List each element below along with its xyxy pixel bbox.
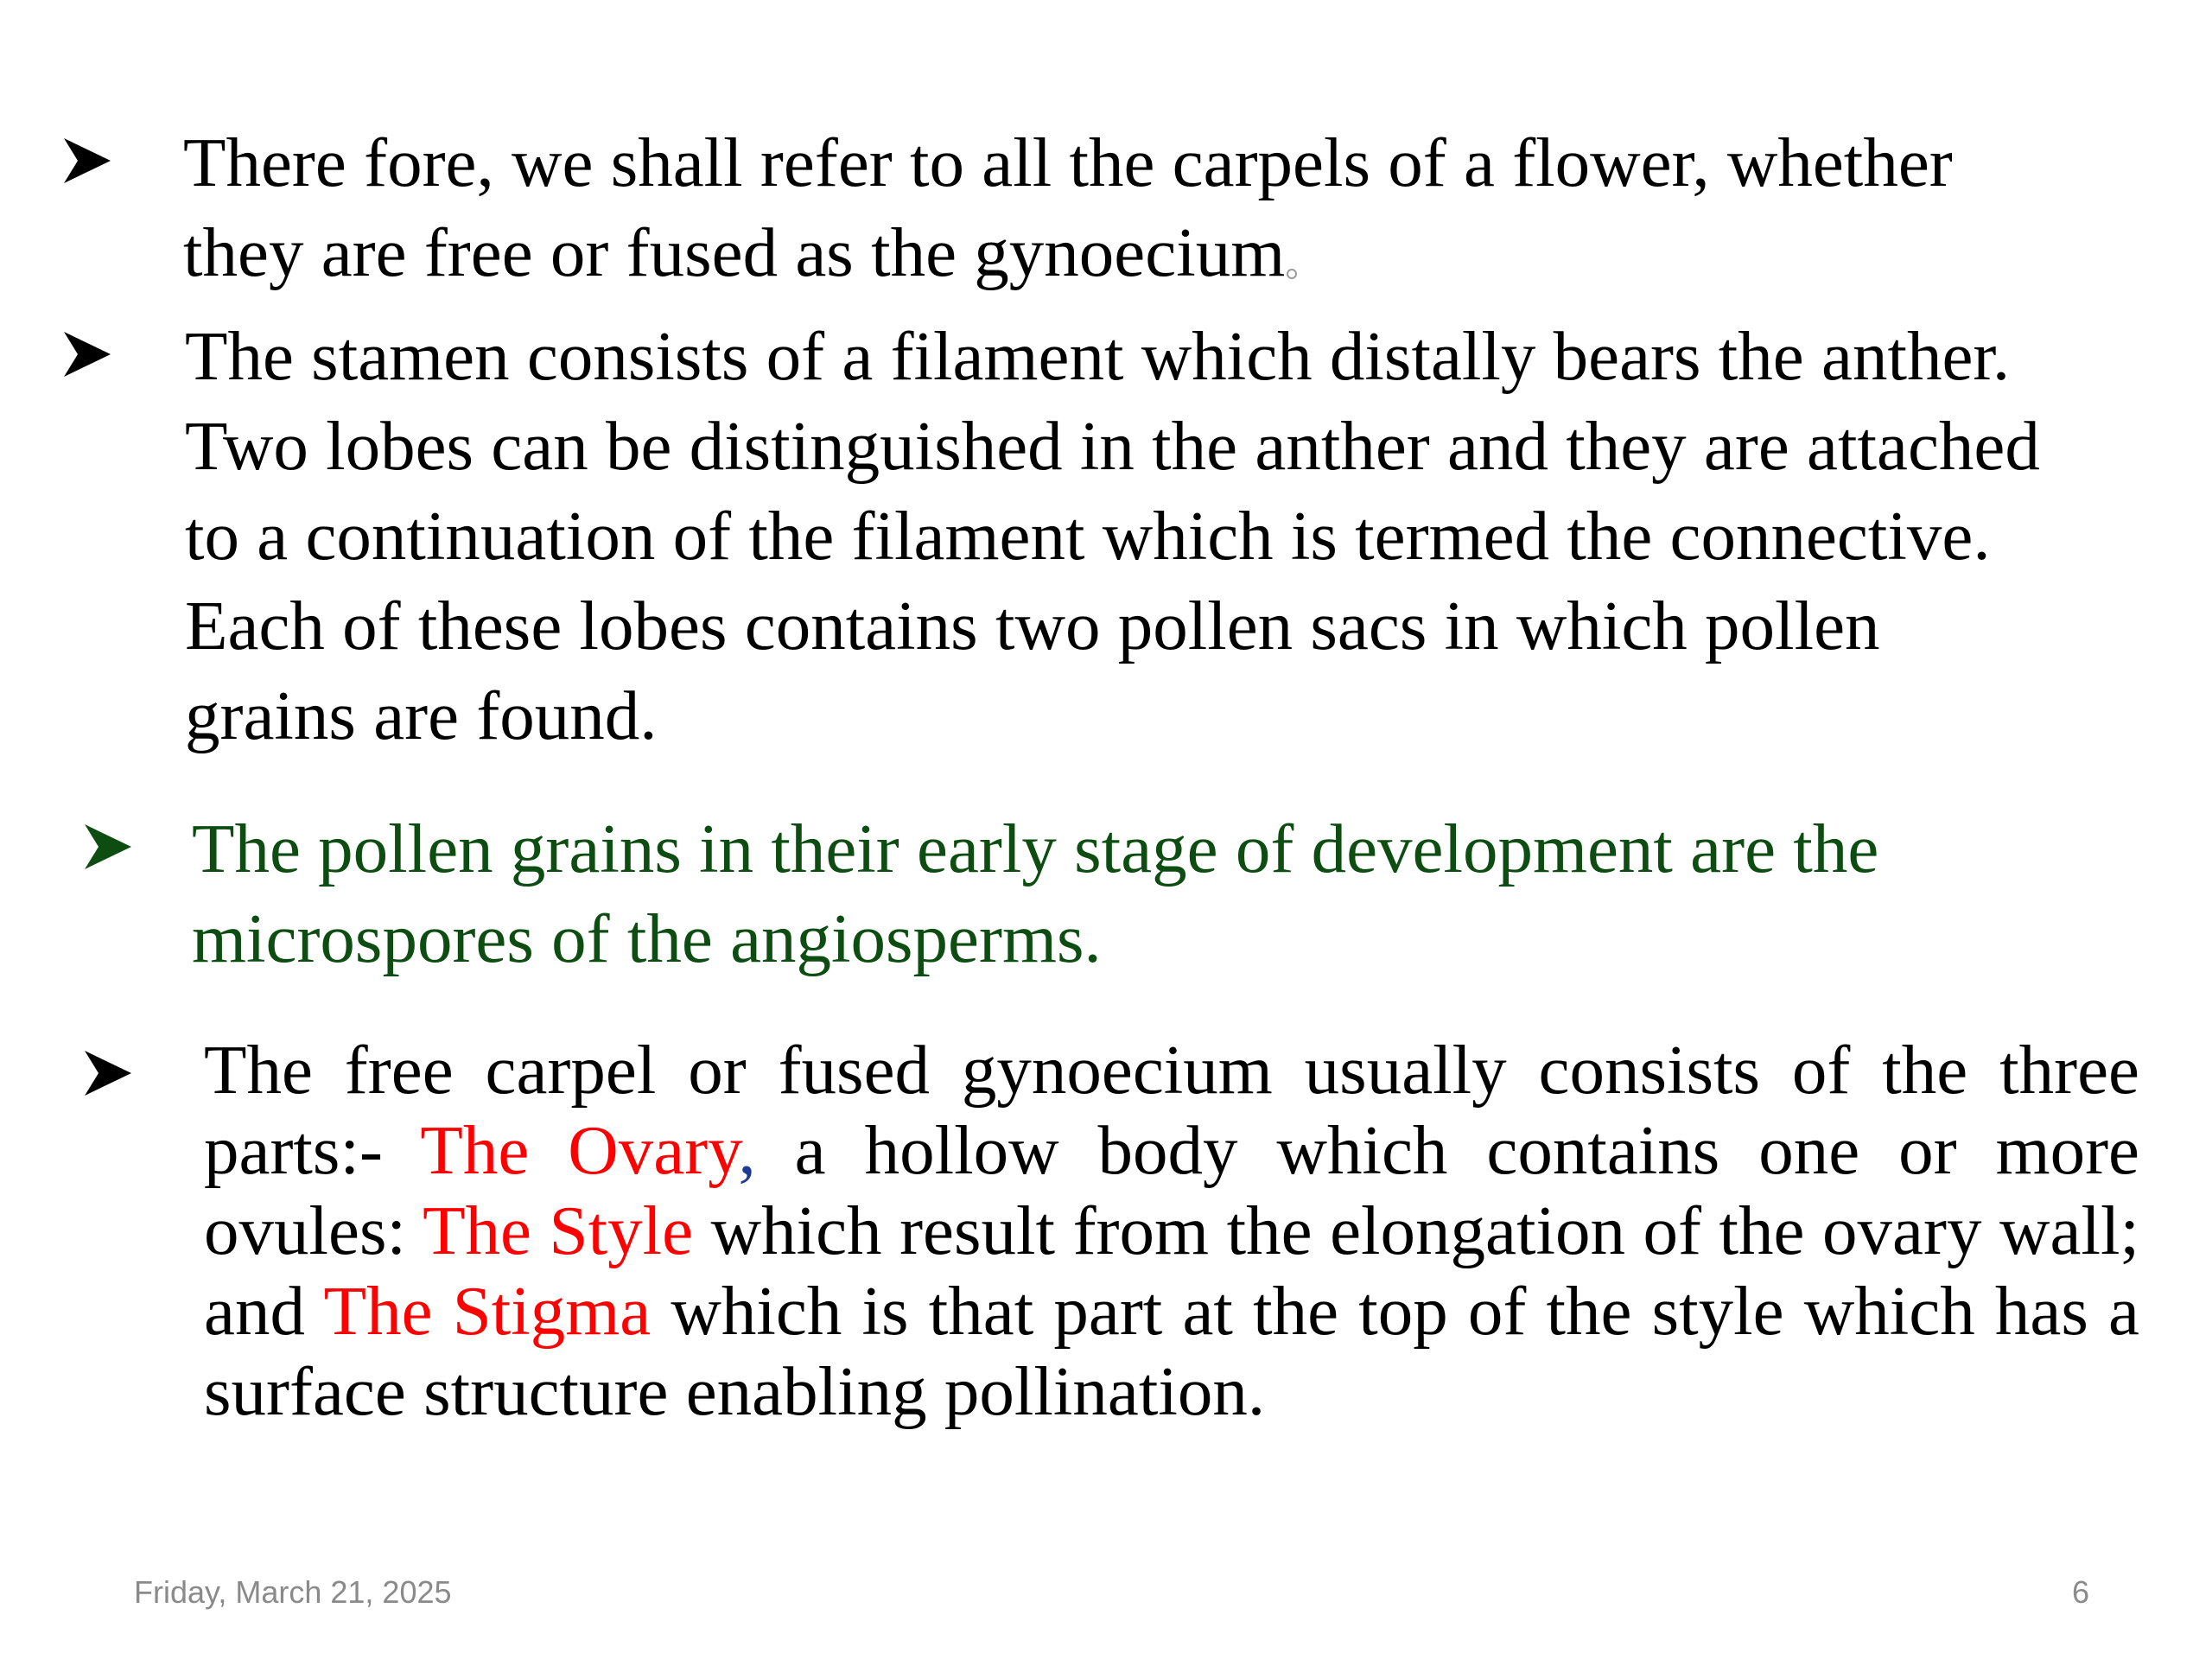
bullet-2-line-3: to a continuation of the filament which is termed the connective. [185, 497, 1991, 575]
ovary-description: a hollow body which contains one or more ovules: [204, 1111, 2140, 1269]
style-description: which result from the elongation of the ovary wall; and [204, 1192, 2139, 1350]
bullet-2-line-2: Two lobes can be distinguished in the anther and they are attached [185, 407, 2040, 485]
stigma-description: which is that part at the top of the style which has a surface structure enabling pollination. [204, 1272, 2139, 1430]
arrowhead-bullet-icon [83, 1049, 133, 1097]
footer-date: Friday, March 21, 2025 [134, 1574, 452, 1610]
bullet-1-text [183, 118, 1953, 297]
bullet-2-line-4: Each of these lobes contains two pollen sacs in which pollen [185, 587, 1880, 664]
bullet-2-line-1: The stamen consists of a filament which distally bears the anther. [185, 317, 2011, 395]
term-style: The Style [423, 1192, 694, 1269]
term-ovary-comma: , [738, 1111, 756, 1189]
small-circle-icon [1287, 269, 1297, 279]
bullet-3-text [192, 804, 1878, 983]
bullet-3-line-2: microspores of the angiosperms. [192, 899, 1102, 977]
footer-page-number: 6 [2071, 1574, 2089, 1610]
bullet-2-line-5: grains are found. [185, 677, 658, 754]
bullet-1-line-1: There fore, we shall refer to all the carpels of a flower, whether [183, 124, 1953, 201]
bullet-4-intro: The free carpel or fused gynoecium usually consists of the three parts:- [204, 1031, 2139, 1189]
arrowhead-bullet-icon [62, 137, 112, 185]
bullet-2-text [185, 311, 2040, 760]
bullet-1-line-2: they are free or fused as the gynoecium [183, 213, 1286, 291]
term-ovary: The Ovary [420, 1111, 739, 1189]
bullet-3-line-1: The pollen grains in their early stage of development are the [192, 810, 1879, 887]
bullet-4-text [204, 1030, 2139, 1432]
arrowhead-bullet-icon [62, 330, 112, 378]
arrowhead-bullet-icon [83, 823, 133, 871]
term-stigma: The Stigma [323, 1272, 652, 1350]
